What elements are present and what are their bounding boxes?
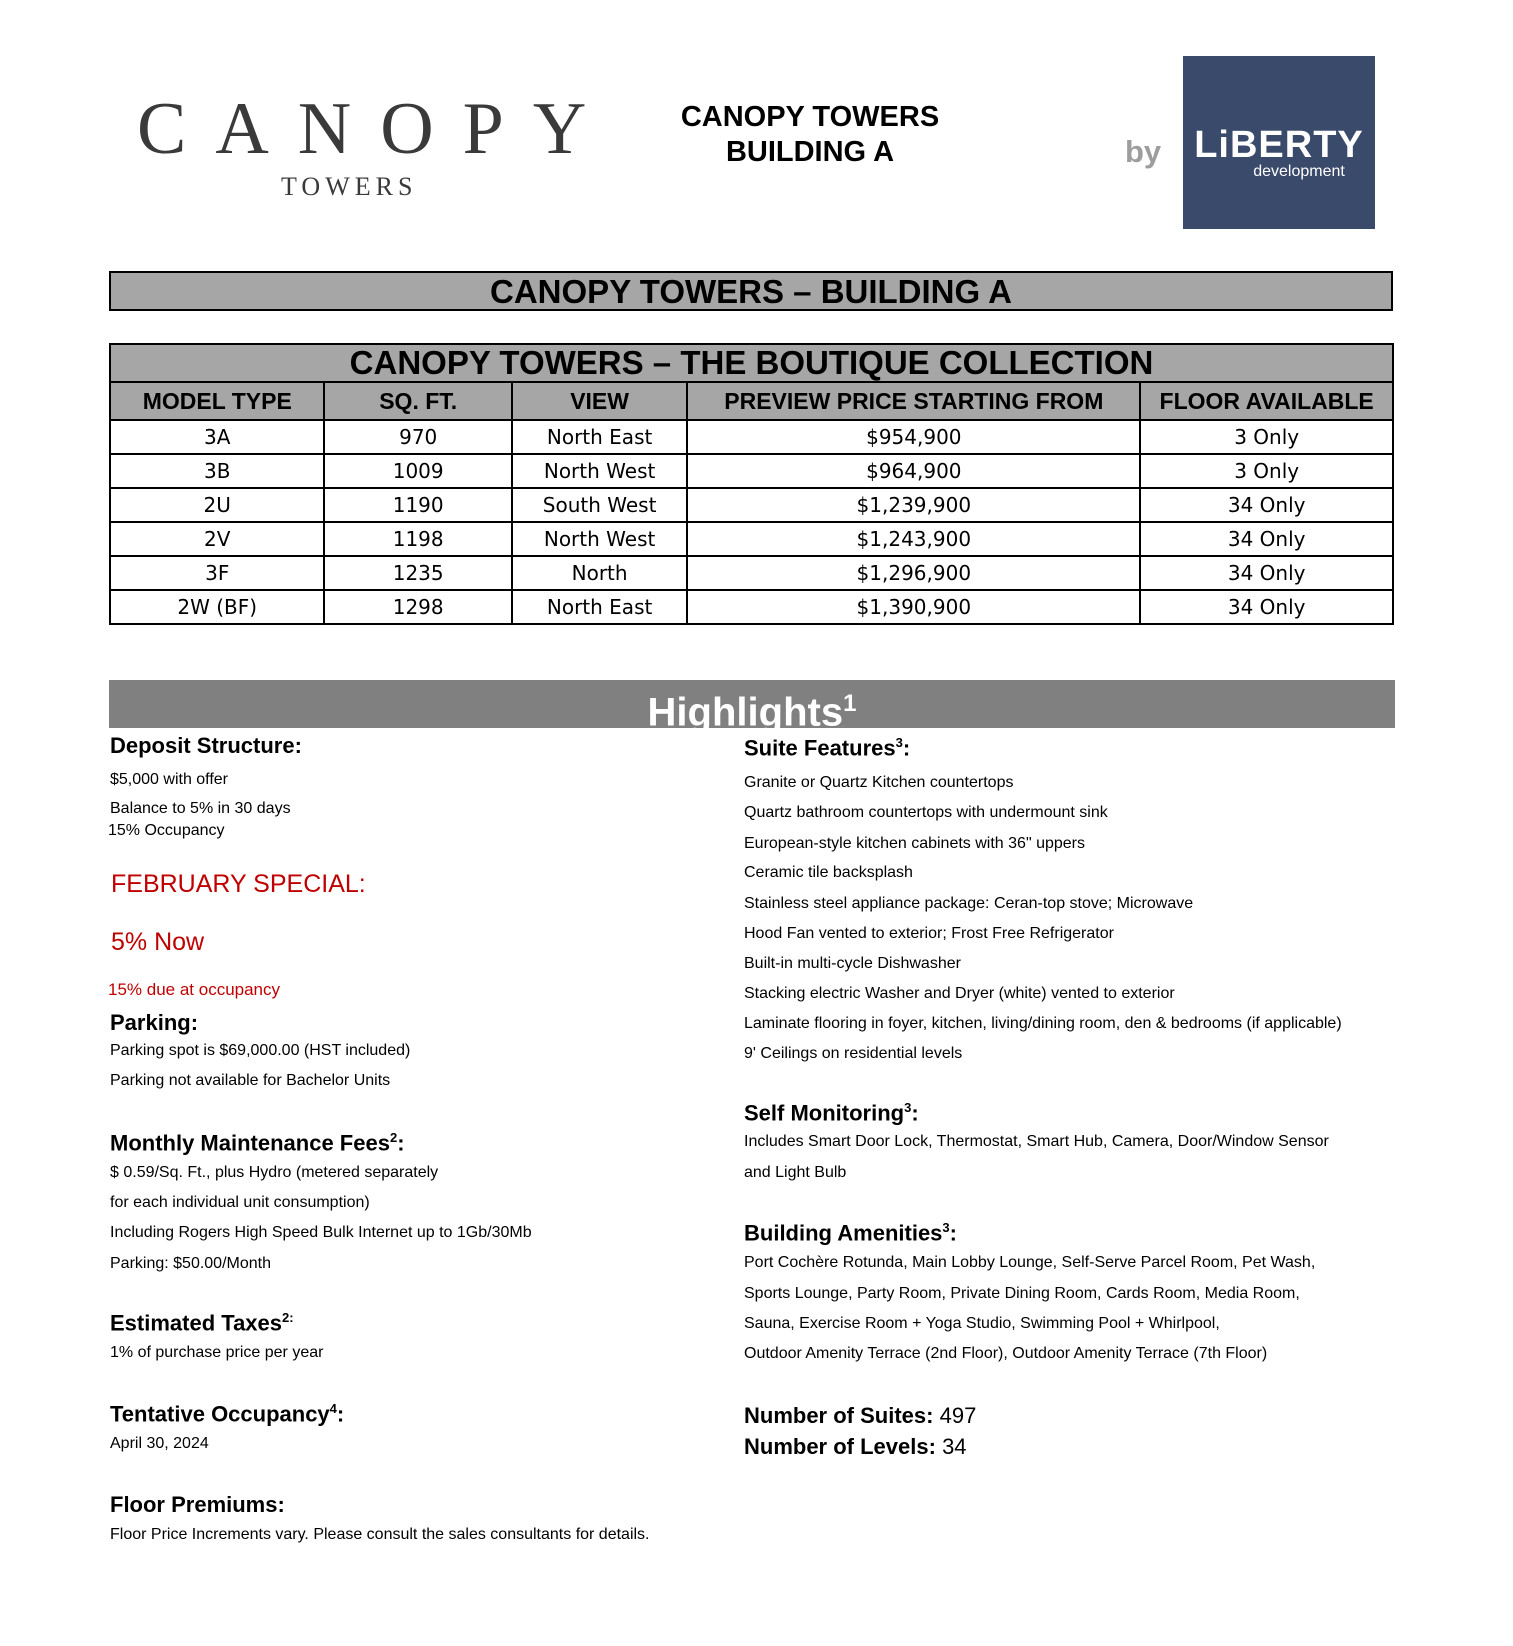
occupancy-title-text: Tentative Occupancy — [110, 1401, 330, 1427]
table-cell: $964,900 — [687, 454, 1140, 488]
table-row — [110, 556, 1393, 590]
amenities-footnote: 3 — [942, 1220, 950, 1235]
suite-feature-line: Quartz bathroom countertops with undermount sink — [744, 804, 1108, 821]
suite-feature-line: Granite or Quartz Kitchen countertops — [744, 774, 1014, 791]
parking-line: Parking not available for Bachelor Units — [110, 1072, 391, 1089]
deposit-title: Deposit Structure: — [110, 733, 302, 758]
header-line-1: CANOPY TOWERS — [680, 101, 940, 133]
suite-features-title: Suite Features$^3$: — [744, 735, 911, 761]
maintenance-line: for each individual unit consumption) — [110, 1194, 370, 1211]
deposit-line: $5,000 with offer — [110, 771, 229, 788]
header-title — [640, 100, 980, 170]
table-cell: 1298 — [324, 590, 511, 624]
table-cell: 34 Only — [1140, 556, 1393, 590]
table-caption: CANOPY TOWERS – THE BOUTIQUE COLLECTION — [110, 344, 1393, 382]
premiums-title: Floor Premiums: — [110, 1492, 285, 1517]
maintenance-title-text: Monthly Maintenance Fees — [110, 1130, 390, 1156]
suite-feature-line: Stacking electric Washer and Dryer (white) vented to exterior — [744, 985, 1175, 1002]
maintenance-footnote: 2 — [389, 1130, 398, 1145]
column-header: VIEW — [512, 382, 687, 420]
self-monitoring-line: Includes Smart Door Lock, Thermostat, Smart Hub, Camera, Door/Window Sensor — [744, 1133, 1329, 1150]
table-cell: North East — [512, 590, 687, 624]
self-monitoring-title-text: Self Monitoring — [744, 1100, 905, 1126]
header-line-2: BUILDING A — [725, 136, 895, 168]
deposit-line: 15% Occupancy — [108, 822, 225, 839]
occupancy-title: Tentative Occupancy$^4$: — [110, 1401, 345, 1427]
suite-features-footnote: 3 — [895, 735, 903, 750]
special-title: FEBRUARY SPECIAL: — [111, 870, 366, 898]
amenities-line: Sports Lounge, Party Room, Private Dining Room, Cards Room, Media Room, — [744, 1285, 1300, 1302]
table-cell: 2W (BF) — [110, 590, 324, 624]
table-row — [110, 454, 1393, 488]
table-cell: $1,239,900 — [687, 488, 1140, 522]
maintenance-line: Parking: $50.00/Month — [110, 1255, 271, 1272]
table-header-row — [110, 382, 1393, 420]
table-cell: 3A — [110, 420, 324, 454]
amenities-title: Building Amenities$^3$: — [744, 1220, 957, 1246]
column-header: PREVIEW PRICE STARTING FROM — [687, 382, 1140, 420]
number-of-levels — [744, 1434, 967, 1460]
number-of-levels-label: Number of Levels: — [744, 1434, 936, 1459]
amenities-line: Port Cochère Rotunda, Main Lobby Lounge, Self-Serve Parcel Room, Pet Wash, — [744, 1254, 1316, 1271]
deposit-line: Balance to 5% in 30 days — [110, 800, 291, 817]
suite-feature-line: Hood Fan vented to exterior; Frost Free Refrigerator — [744, 925, 1114, 942]
table-cell: 3 Only — [1140, 454, 1393, 488]
occupancy-line: April 30, 2024 — [110, 1435, 209, 1452]
premiums-line: Floor Price Increments vary. Please consult the sales consultants for details. — [110, 1526, 650, 1543]
table-cell: North — [512, 556, 687, 590]
liberty-subtitle: development — [1253, 163, 1345, 180]
suite-features-title-text: Suite Features — [744, 735, 896, 761]
maintenance-line: Including Rogers High Speed Bulk Internet up to 1Gb/30Mb — [110, 1224, 532, 1241]
table-cell: $1,243,900 — [687, 522, 1140, 556]
self-monitoring-footnote: 3 — [904, 1100, 912, 1115]
table-cell: 34 Only — [1140, 590, 1393, 624]
highlights-footnote: 1 — [843, 690, 857, 717]
taxes-title-text: Estimated Taxes — [110, 1310, 283, 1336]
table-cell: 1235 — [324, 556, 511, 590]
parking-title: Parking: — [110, 1010, 199, 1035]
table-cell: 3F — [110, 556, 324, 590]
table-cell: 34 Only — [1140, 488, 1393, 522]
table-cell: North West — [512, 454, 687, 488]
table-cell: 2U — [110, 488, 324, 522]
column-header: SQ. FT. — [324, 382, 511, 420]
amenities-line: Outdoor Amenity Terrace (2nd Floor), Outdoor Amenity Terrace (7th Floor) — [744, 1345, 1268, 1362]
parking-line: Parking spot is $69,000.00 (HST included) — [110, 1042, 411, 1059]
units-table — [109, 343, 1394, 625]
logo-subtitle: TOWERS — [281, 172, 418, 201]
self-monitoring-line: and Light Bulb — [744, 1164, 847, 1181]
table-cell: 1009 — [324, 454, 511, 488]
maintenance-line: $ 0.59/Sq. Ft., plus Hydro (metered separately — [110, 1164, 439, 1181]
maintenance-title: Monthly Maintenance Fees$^2$: — [110, 1130, 405, 1156]
taxes-title — [110, 1310, 294, 1336]
table-cell: North East — [512, 420, 687, 454]
highlights-banner — [109, 680, 1395, 735]
amenities-title-text: Building Amenities — [744, 1220, 943, 1246]
table-cell: 970 — [324, 420, 511, 454]
table-cell: 1198 — [324, 522, 511, 556]
taxes-line: 1% of purchase price per year — [110, 1344, 324, 1361]
table-cell: North West — [512, 522, 687, 556]
number-of-levels-value: 34 — [942, 1434, 967, 1459]
suite-feature-line: Laminate flooring in foyer, kitchen, living/dining room, den & bedrooms (if applicable) — [744, 1015, 1342, 1032]
amenities-line: Sauna, Exercise Room + Yoga Studio, Swimming Pool + Whirlpool, — [744, 1315, 1220, 1332]
table-row — [110, 590, 1393, 624]
number-of-suites-value: 497 — [939, 1403, 977, 1428]
table-row — [110, 420, 1393, 454]
table-cell: 3 Only — [1140, 420, 1393, 454]
occupancy-footnote: 4 — [329, 1401, 337, 1416]
table-cell: $1,296,900 — [687, 556, 1140, 590]
table-row — [110, 488, 1393, 522]
taxes-footnote: 2: — [282, 1310, 294, 1325]
self-monitoring-title: Self Monitoring$^3$: — [744, 1100, 919, 1126]
liberty-name: LiBERTY — [1194, 124, 1364, 166]
table-cell: 34 Only — [1140, 522, 1393, 556]
table-cell: $954,900 — [687, 420, 1140, 454]
suite-feature-line: European-style kitchen cabinets with 36" uppers — [744, 835, 1085, 852]
suite-feature-line: Built-in multi-cycle Dishwasher — [744, 955, 961, 972]
number-of-suites-label: Number of Suites: — [744, 1403, 934, 1428]
table-row — [110, 522, 1393, 556]
table-body — [110, 420, 1393, 624]
table-cell: $1,390,900 — [687, 590, 1140, 624]
column-header: FLOOR AVAILABLE — [1140, 382, 1393, 420]
suite-feature-line: Stainless steel appliance package: Ceran-top stove; Microwave — [744, 895, 1194, 912]
suite-feature-line: 9' Ceilings on residential levels — [744, 1045, 963, 1062]
canopy-logo — [137, 88, 616, 204]
number-of-suites — [744, 1403, 976, 1429]
special-due: 15% due at occupancy — [108, 980, 281, 999]
table-cell: South West — [512, 488, 687, 522]
special-now: 5% Now — [111, 928, 205, 956]
by-label: by — [1125, 134, 1162, 169]
table-cell: 3B — [110, 454, 324, 488]
logo-wordmark: CANOPY — [137, 88, 616, 170]
column-header: MODEL TYPE — [110, 382, 324, 420]
table-cell: 2V — [110, 522, 324, 556]
highlights-title: Highlights — [647, 690, 844, 735]
table-cell: 1190 — [324, 488, 511, 522]
liberty-logo — [1183, 56, 1375, 229]
suite-feature-line: Ceramic tile backsplash — [744, 864, 913, 881]
building-banner: CANOPY TOWERS – BUILDING A — [109, 271, 1393, 311]
